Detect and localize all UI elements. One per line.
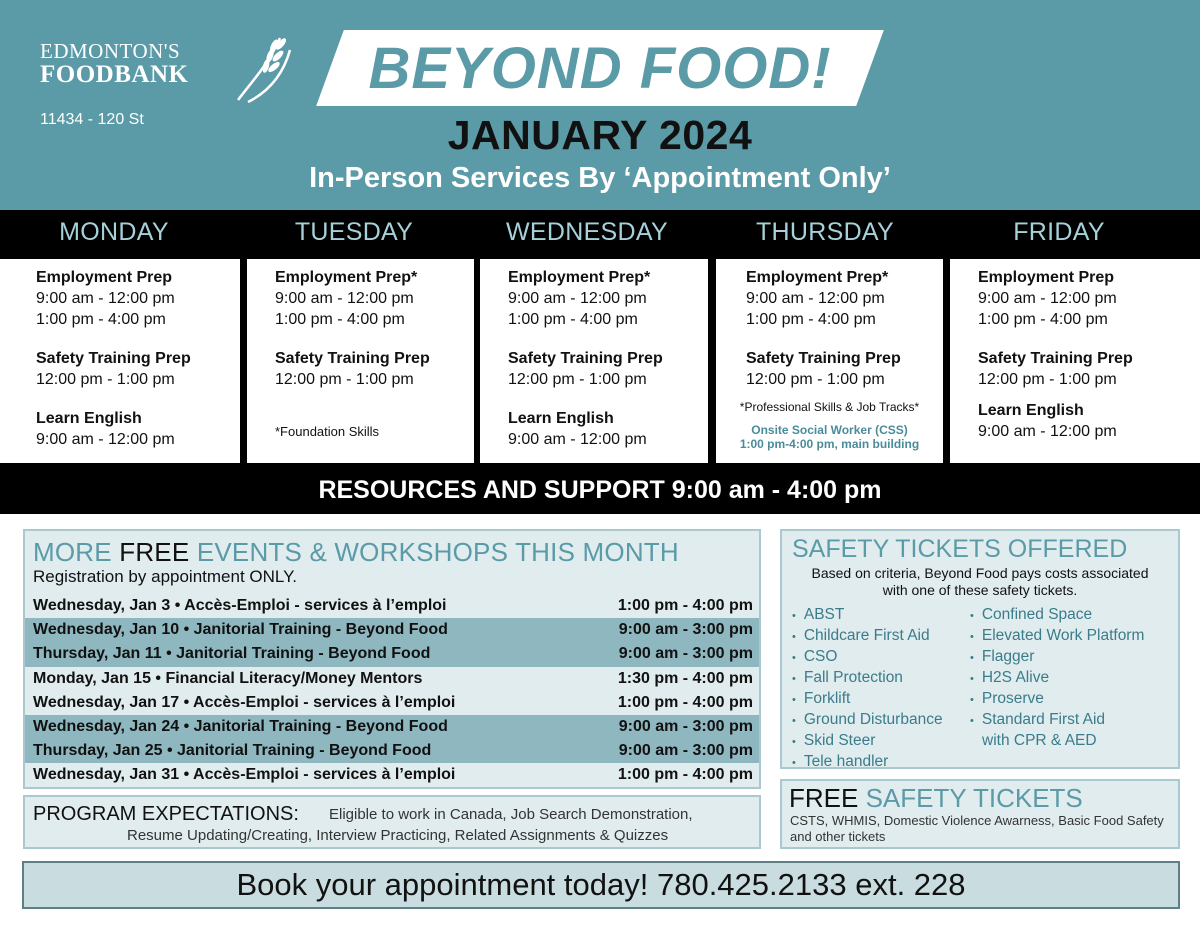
safety-item: • Forklift (792, 689, 943, 710)
footnote: *Foundation Skills (275, 424, 380, 439)
entry-time: 12:00 pm - 1:00 pm (36, 371, 175, 388)
entry-title: Learn English (978, 402, 1084, 419)
address: 11434 - 120 St (40, 111, 144, 128)
wheat-icon (228, 30, 298, 110)
entry-title: Employment Prep (36, 269, 173, 286)
program-heading: PROGRAM EXPECTATIONS: (33, 803, 299, 825)
event-row: Wednesday, Jan 3 • Accès-Emploi - services à l’emploi 1:00 pm - 4:00 pm (33, 597, 753, 615)
logo-line1: EDMONTON'S (40, 39, 181, 63)
entry-time: 9:00 am - 12:00 pm (36, 290, 175, 307)
free-safety-title: FREE SAFETY TICKETS (789, 783, 1083, 813)
entry-title: Employment Prep* (746, 269, 889, 286)
program-expectations (23, 795, 761, 849)
event-row: Wednesday, Jan 17 • Accès-Emploi - services à l’emploi 1:00 pm - 4:00 pm (33, 693, 753, 711)
entry-title: Learn English (36, 410, 142, 427)
event-row: Wednesday, Jan 31 • Accès-Emploi - services à l’emploi 1:00 pm - 4:00 pm (33, 766, 753, 784)
event-row: Thursday, Jan 11 • Janitorial Training - Beyond Food 9:00 am - 3:00 pm (25, 642, 759, 666)
entry-title: Safety Training Prep (746, 350, 901, 367)
event-row: Thursday, Jan 25 • Janitorial Training - Beyond Food 9:00 am - 3:00 pm (25, 739, 759, 763)
entry-title: Safety Training Prep (275, 350, 430, 367)
safety-description: Based on criteria, Beyond Food pays costs associated with one of these safety tickets. (811, 565, 1149, 598)
entry-time: 12:00 pm - 1:00 pm (275, 371, 414, 388)
events-list (25, 594, 759, 788)
header (0, 0, 1200, 210)
entry-time: 9:00 am - 12:00 pm (275, 290, 414, 307)
entry-time: 9:00 am - 12:00 pm (746, 290, 885, 307)
safety-item: • Confined Space (970, 605, 1144, 626)
safety-item: • CSO (792, 647, 943, 668)
foodbank-logo (40, 40, 188, 88)
entry-time: 9:00 am - 12:00 pm (978, 290, 1117, 307)
day-heading-friday: FRIDAY (1013, 218, 1105, 246)
day-box-friday (950, 259, 1200, 463)
safety-item: • Standard First Aid (970, 710, 1144, 731)
entry-time: 1:00 pm - 4:00 pm (978, 311, 1108, 328)
day-box-monday (0, 259, 240, 463)
entry-time: 1:00 pm - 4:00 pm (508, 311, 638, 328)
entry-time: 1:00 pm - 4:00 pm (746, 311, 876, 328)
safety-item: • Fall Protection (792, 668, 943, 689)
free-safety-panel (780, 779, 1180, 849)
day-box-wednesday (480, 259, 708, 463)
safety-item: • Childcare First Aid (792, 626, 943, 647)
day-box-thursday (716, 259, 943, 463)
events-panel (23, 529, 761, 789)
safety-item: • Skid Steer (792, 731, 943, 752)
entry-title: Safety Training Prep (36, 350, 191, 367)
entry-time: 9:00 am - 12:00 pm (508, 431, 647, 448)
safety-tickets-panel (780, 529, 1180, 769)
month-title: JANUARY 2024 (447, 112, 753, 158)
entry-title: Employment Prep (978, 269, 1115, 286)
social-worker-note: Onsite Social Worker (CSS) (751, 423, 908, 437)
day-heading-monday: MONDAY (59, 218, 169, 246)
entry-title: Learn English (508, 410, 614, 427)
day-heading-wednesday: WEDNESDAY (506, 218, 668, 246)
entry-time: 12:00 pm - 1:00 pm (978, 371, 1117, 388)
safety-list-right (970, 605, 1144, 752)
safety-list-left (792, 605, 943, 773)
page-subtitle: In-Person Services By ‘Appointment Only’ (309, 162, 891, 194)
safety-item: • ABST (792, 605, 943, 626)
safety-item: • Proserve (970, 689, 1144, 710)
entry-time: 1:00 pm - 4:00 pm (36, 311, 166, 328)
safety-title: SAFETY TICKETS OFFERED (792, 535, 1128, 563)
entry-time: 1:00 pm - 4:00 pm (275, 311, 405, 328)
logo-line2: FOODBANK (40, 61, 189, 88)
program-line1: Eligible to work in Canada, Job Search Demonstration, (329, 806, 693, 823)
entry-title: Safety Training Prep (508, 350, 663, 367)
safety-item: • Tele handler (792, 752, 943, 773)
entry-time: 12:00 pm - 1:00 pm (746, 371, 885, 388)
safety-item-continued: with CPR & AED (982, 732, 1097, 749)
safety-item: • Elevated Work Platform (970, 626, 1144, 647)
day-box-tuesday (247, 259, 474, 463)
entry-time: 9:00 am - 12:00 pm (508, 290, 647, 307)
banner-title: BEYOND FOOD! (368, 35, 832, 101)
safety-item: • Ground Disturbance (792, 710, 943, 731)
event-row: Monday, Jan 15 • Financial Literacy/Money Mentors 1:30 pm - 4:00 pm (33, 669, 753, 687)
events-subtitle: Registration by appointment ONLY. (33, 567, 297, 586)
resources-banner: RESOURCES AND SUPPORT 9:00 am - 4:00 pm (0, 468, 1200, 514)
entry-time: 9:00 am - 12:00 pm (978, 423, 1117, 440)
event-row: Wednesday, Jan 24 • Janitorial Training - Beyond Food 9:00 am - 3:00 pm (25, 715, 759, 739)
day-heading-thursday: THURSDAY (755, 218, 895, 246)
free-safety-description: CSTS, WHMIS, Domestic Violence Awarness, Basic Food Safety and other tickets (790, 813, 1164, 844)
day-heading-tuesday: TUESDAY (294, 218, 414, 246)
book-appointment-banner: Book your appointment today! 780.425.2133 ext. 228 (22, 861, 1180, 909)
entry-time: 9:00 am - 12:00 pm (36, 431, 175, 448)
program-line2: Resume Updating/Creating, Interview Practicing, Related Assignments & Quizzes (127, 827, 669, 844)
safety-item: • Flagger (970, 647, 1144, 668)
event-row: Wednesday, Jan 10 • Janitorial Training - Beyond Food 9:00 am - 3:00 pm (25, 618, 759, 642)
entry-title: Safety Training Prep (978, 350, 1133, 367)
social-worker-time: 1:00 pm-4:00 pm, main building (739, 437, 920, 451)
entry-title: Employment Prep* (508, 269, 651, 286)
entry-time: 12:00 pm - 1:00 pm (508, 371, 647, 388)
entry-title: Employment Prep* (275, 269, 418, 286)
events-title: MORE FREE EVENTS & WORKSHOPS THIS MONTH (33, 537, 679, 567)
footnote: *Professional Skills & Job Tracks* (739, 400, 920, 414)
safety-item: • H2S Alive (970, 668, 1144, 689)
